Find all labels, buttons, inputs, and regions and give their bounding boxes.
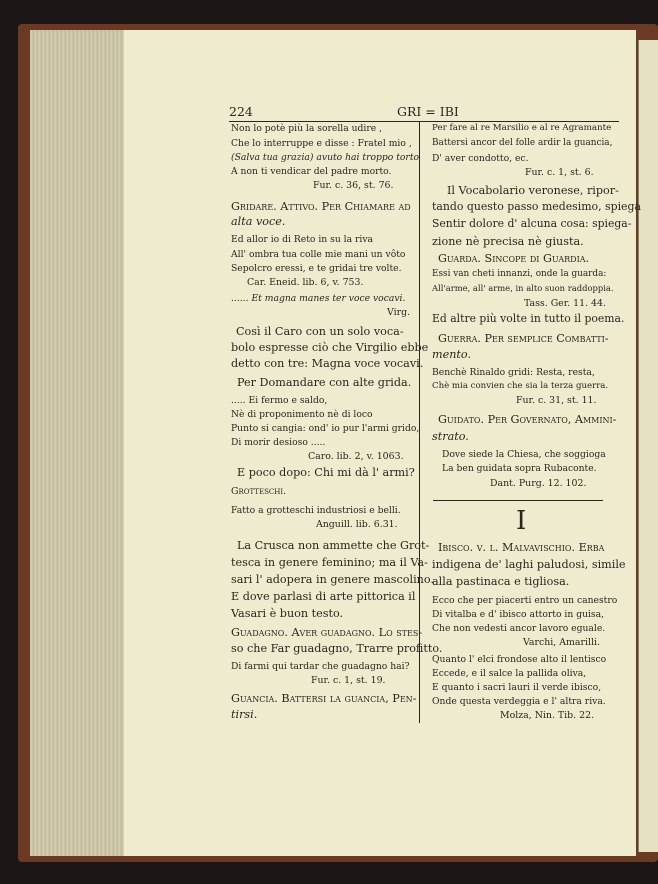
text-line: Sentir dolore d' alcuna cosa: spiega- [432,217,632,230]
citation: Dant. Purg. 12. 102. [490,478,587,489]
text-line: Benchè Rinaldo gridi: Resta, resta, [432,367,595,378]
text-line: ...... Et magna manes ter voce vocavi. [231,293,406,304]
entry-heading: Guarda. Sincope di Guardia. [438,252,590,265]
citation: Caro. lib. 2, v. 1063. [308,451,404,462]
text-line: All'arme, all' arme, in alto suon raddoppia. [432,283,614,293]
next-page-edge [638,40,658,852]
text-line: Chè mia convien che sia la terza guerra. [432,381,609,391]
citation: Fur. c. 31, st. 11. [516,395,597,406]
text-line: Vasari è buon testo. [231,607,344,620]
entry-heading: Guerra. Per semplice Combatti- [438,332,609,345]
text-line: Che non vedesti ancor lavoro eguale. [432,623,606,634]
text-line: Di farmi qui tardar che guadagno hai? [231,661,410,672]
text-line: E poco dopo: Chi mi dà l' armi? [237,466,415,479]
text-line: strato. [432,430,469,443]
entry-heading: Gridare. Attivo. Per Chiamare ad [231,200,411,213]
text-line: Di vitalba e d' ibisco attorto in guisa, [432,609,605,620]
text-line: bolo espresse ciò che Virgilio ebbe [231,341,429,354]
text-line: indigena de' laghi paludosi, simile [432,558,626,571]
text-line: Essi van cheti innanzi, onde la guarda: [432,269,607,279]
text-line: Di morir desioso ..... [231,437,326,448]
citation: Anguill. lib. 6.31. [316,519,398,530]
text-line: Ed altre più volte in tutto il poema. [432,312,625,325]
text-line: ..... Ei fermo e saldo, [231,395,328,406]
entry-heading: Guidato. Per Governato, Ammini- [438,413,617,426]
text-line: Ecco che per piacerti entro un canestro [432,595,618,606]
page-number: 224 [229,104,253,119]
citation: Fur. c. 1, st. 6. [525,167,594,178]
text-line: alla pastinaca e tigliosa. [432,575,570,588]
text-line: A non ti vendicar del padre morto. [231,166,392,177]
citation: Molza, Nin. Tib. 22. [500,710,595,721]
text-line: zione nè precisa nè giusta. [432,235,584,248]
entry-heading: Grotteschi. [231,486,287,497]
text-line: Per Domandare con alte grida. [237,376,412,389]
citation: Car. Eneid. lib. 6, v. 753. [247,277,364,288]
text-line: alta voce. [231,215,286,228]
text-line: Che lo interruppe e disse : Fratel mio , [231,138,412,149]
text-line: Punto si cangia: ond' io pur l'armi grido, [231,423,420,434]
text-line: Onde questa verdeggia e l' altra riva. [432,696,606,707]
entry-heading: Guancia. Battersi la guancia, Pen- [231,692,417,705]
text-line: Battersi ancor del folle ardir la guancia, [432,138,613,148]
text-line: La Crusca non ammette che Grot- [237,539,430,552]
text-line: Sepolcro eressi, e te gridai tre volte. [231,263,402,274]
text-line: sari l' adopera in genere mascolino. [231,573,434,586]
section-letter: I [516,506,527,536]
citation: Fur. c. 36, st. 76. [313,180,394,191]
entry-heading: Ibisco. v. l. Malvavischio. Erba [438,541,605,554]
citation: Varchi, Amarilli. [523,637,600,648]
section-rule [433,500,603,501]
text-line: Dove siede la Chiesa, che soggioga [442,449,606,460]
page-edges [30,30,134,856]
text-line: All' ombra tua colle mie mani un vôto [231,249,406,260]
text-line: (Salva tua grazia) avuto hai troppo torto [231,152,420,163]
text-line: D' aver condotto, ec. [432,153,529,164]
citation: Fur. c. 1, st. 19. [311,675,386,686]
citation: Tass. Ger. 11. 44. [524,298,606,309]
text-line: Quanto l' elci frondose alto il lentisco [432,654,607,665]
header-rule [229,121,619,122]
text-line: Eccede, e il salce la pallida oliva, [432,668,587,679]
text-line: Ed allor io di Reto in su la riva [231,234,373,245]
text-line: Fatto a grotteschi industriosi e belli. [231,505,401,516]
text-line: E quanto i sacri lauri il verde ibisco, [432,682,602,693]
text-line: Per fare al re Marsilio e al re Agramante [432,123,612,133]
text-line: E dove parlasi di arte pittorica il [231,590,416,603]
text-line: tirsi. [231,708,258,721]
text-line: Nè di proponimento nè di loco [231,409,373,420]
text-line: Non lo potè più la sorella udire , [231,123,383,134]
text-line: mento. [432,348,472,361]
text-line: detto con tre: Magna voce vocavi. [231,357,424,370]
entry-heading: Guadagno. Aver guadagno. Lo stes- [231,626,423,639]
citation: Virg. [387,307,411,318]
running-head: GRI = IBI [397,104,459,119]
text-line: Così il Caro con un solo voca- [236,325,404,338]
text-line: so che Far guadagno, Trarre profitto. [231,642,443,655]
text-line: Il Vocabolario veronese, ripor- [447,184,619,197]
text-line: tando questo passo medesimo, spiega [432,200,641,213]
text-line: tesca in genere feminino; ma il Va- [231,556,428,569]
text-line: La ben guidata sopra Rubaconte. [442,463,597,474]
